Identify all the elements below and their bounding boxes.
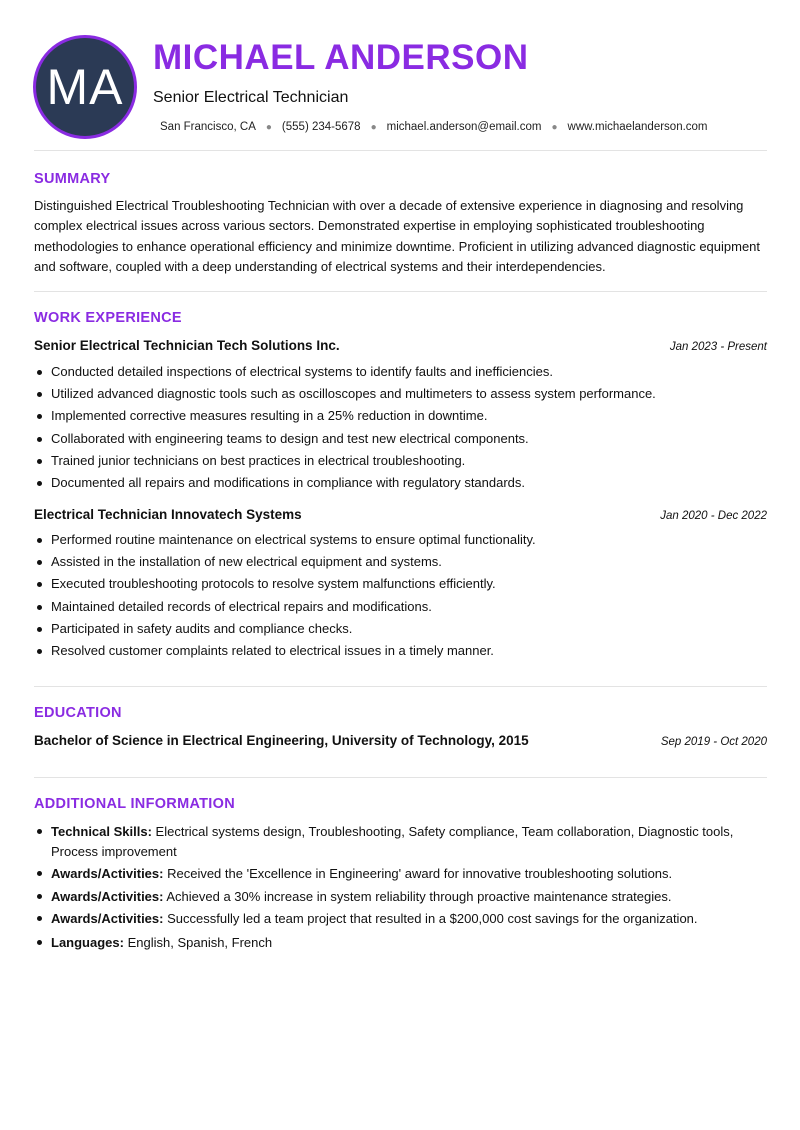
additional-list [34, 822, 769, 955]
list-item: Participated in safety audits and compliance checks. [34, 620, 769, 642]
summary-heading: SUMMARY [34, 171, 111, 187]
job-header [34, 338, 767, 353]
job-header [34, 507, 767, 522]
item-label: Awards/Activities: [51, 888, 164, 904]
job-role: Senior Electrical Technician Tech Solutions Inc. [34, 338, 340, 353]
list-item: Assisted in the installation of new electrical equipment and systems. [34, 553, 769, 575]
item-text: English, Spanish, French [127, 934, 273, 950]
bullet-separator: ● [265, 121, 272, 133]
divider [34, 150, 767, 151]
contact-phone[interactable]: (555) 234-5678 [281, 121, 361, 133]
candidate-name: MICHAEL ANDERSON [153, 38, 529, 77]
education-entry [34, 733, 767, 748]
job-role: Electrical Technician Innovatech Systems [34, 507, 302, 522]
list-item: Resolved customer complaints related to electrical issues in a timely manner. [34, 642, 769, 664]
bullet-separator: ● [370, 121, 377, 133]
list-item [34, 887, 769, 907]
job-bullets [34, 363, 769, 496]
list-item [34, 822, 769, 861]
list-item [34, 909, 769, 929]
avatar-initials: MA [46, 59, 124, 115]
divider [34, 777, 767, 778]
divider [34, 686, 767, 687]
list-item: Performed routine maintenance on electrical systems to ensure optimal functionality. [34, 531, 769, 553]
item-label: Technical Skills: [51, 824, 152, 839]
contact-website[interactable]: www.michaelanderson.com [567, 121, 708, 133]
list-item [34, 933, 769, 953]
list-item [34, 864, 769, 884]
item-label: Languages: [51, 934, 124, 950]
additional-heading: ADDITIONAL INFORMATION [34, 796, 235, 812]
divider [34, 291, 767, 292]
avatar [33, 35, 137, 139]
list-item: Utilized advanced diagnostic tools such as oscilloscopes and multimeters to assess system performance. [34, 385, 769, 407]
item-text: Successfully led a team project that resulted in a $200,000 cost savings for the organization. [167, 911, 698, 926]
list-item: Maintained detailed records of electrical repairs and modifications. [34, 598, 769, 620]
job-dates: Jan 2023 - Present [669, 341, 767, 353]
job-bullets [34, 531, 769, 664]
education-heading: EDUCATION [34, 705, 122, 721]
contact-email[interactable]: michael.anderson@email.com [386, 121, 542, 133]
item-label: Awards/Activities: [51, 866, 164, 881]
bullet-separator: ● [551, 121, 558, 133]
item-text: Received the 'Excellence in Engineering' award for innovative troubleshooting solutions. [167, 866, 673, 881]
list-item: Documented all repairs and modifications in compliance with regulatory standards. [34, 474, 769, 496]
list-item: Trained junior technicians on best practices in electrical troubleshooting. [34, 452, 769, 474]
experience-heading: WORK EXPERIENCE [34, 310, 182, 326]
item-text: Achieved a 30% increase in system reliability through proactive maintenance strategies. [166, 888, 672, 904]
list-item: Conducted detailed inspections of electrical systems to identify faults and inefficiencies. [34, 363, 769, 385]
contact-location: San Francisco, CA [160, 121, 256, 133]
item-text: Electrical systems design, Troubleshooting, Safety compliance, Team collaboration, Diagnostic tools, Process improvement [51, 824, 734, 859]
candidate-title: Senior Electrical Technician [153, 89, 349, 106]
list-item: Collaborated with engineering teams to design and test new electrical components. [34, 430, 769, 452]
item-label: Awards/Activities: [51, 911, 164, 926]
list-item: Executed troubleshooting protocols to resolve system malfunctions efficiently. [34, 575, 769, 597]
job-dates: Jan 2020 - Dec 2022 [660, 510, 767, 522]
education-dates: Sep 2019 - Oct 2020 [660, 736, 767, 748]
contact-line [160, 121, 708, 133]
summary-text: Distinguished Electrical Troubleshooting Technician with over a decade of extensive experience in diagnosing and resolving complex electrical issues across various sectors. Demonstrated expertise in employing sophisticated troubleshooting methodologies to enhance operational efficiency and minimize downtime. Proficient in utilizing advanced diagnostic equipment and software, coupled with a deep understanding of electrical systems and their interdependencies. [34, 198, 761, 274]
list-item: Implemented corrective measures resulting in a 25% reduction in downtime. [34, 407, 769, 429]
degree: Bachelor of Science in Electrical Engineering, University of Technology, 2015 [34, 733, 529, 748]
